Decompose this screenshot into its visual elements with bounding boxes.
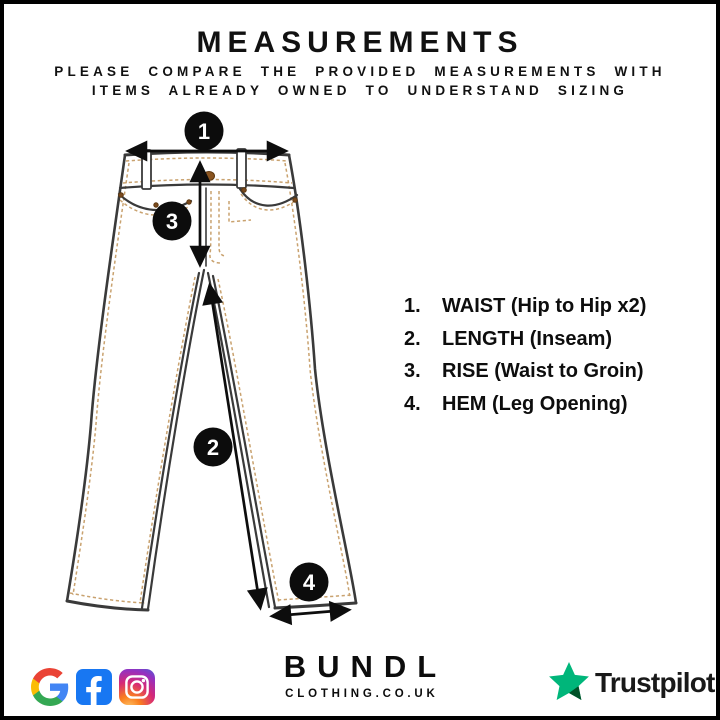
legend-label: WAIST (Hip to Hip x2) (442, 295, 647, 317)
page-title: MEASUREMENTS (196, 26, 524, 59)
badge-hem (290, 563, 329, 602)
legend-num: 2. (404, 327, 421, 350)
legend-num: 4. (404, 392, 421, 415)
hem-arrow (274, 610, 347, 616)
svg-text:1: 1 (197, 119, 211, 144)
subtitle-line-1: PLEASE COMPARE THE PROVIDED MEASUREMENTS WITH (54, 64, 666, 79)
legend-item-length (404, 328, 694, 361)
legend-num: 1. (404, 295, 421, 317)
legend-item-rise (404, 360, 694, 393)
badge-rise (153, 202, 192, 241)
legend-item-waist (404, 295, 694, 328)
trustpilot-star-icon (547, 661, 591, 705)
svg-text:3: 3 (165, 209, 179, 234)
badge-waist (185, 112, 224, 151)
legend-num: 3. (404, 360, 421, 382)
trustpilot-logo[interactable] (547, 661, 715, 705)
svg-text:4: 4 (302, 570, 316, 595)
legend-label: RISE (Waist to Groin) (442, 360, 644, 382)
legend-label: HEM (Leg Opening) (442, 392, 628, 415)
legend-label: LENGTH (Inseam) (442, 327, 613, 350)
badge-length (194, 428, 233, 467)
measurement-legend (404, 295, 694, 425)
brand-domain: CLOTHING.CO.UK (285, 688, 439, 700)
legend-item-hem (404, 393, 694, 426)
trustpilot-wordmark: Trustpilot (595, 667, 715, 698)
brand-name: BUNDL (283, 649, 448, 684)
svg-text:2: 2 (206, 435, 220, 460)
subtitle-line-2: ITEMS ALREADY OWNED TO UNDERSTAND SIZING (91, 83, 629, 98)
